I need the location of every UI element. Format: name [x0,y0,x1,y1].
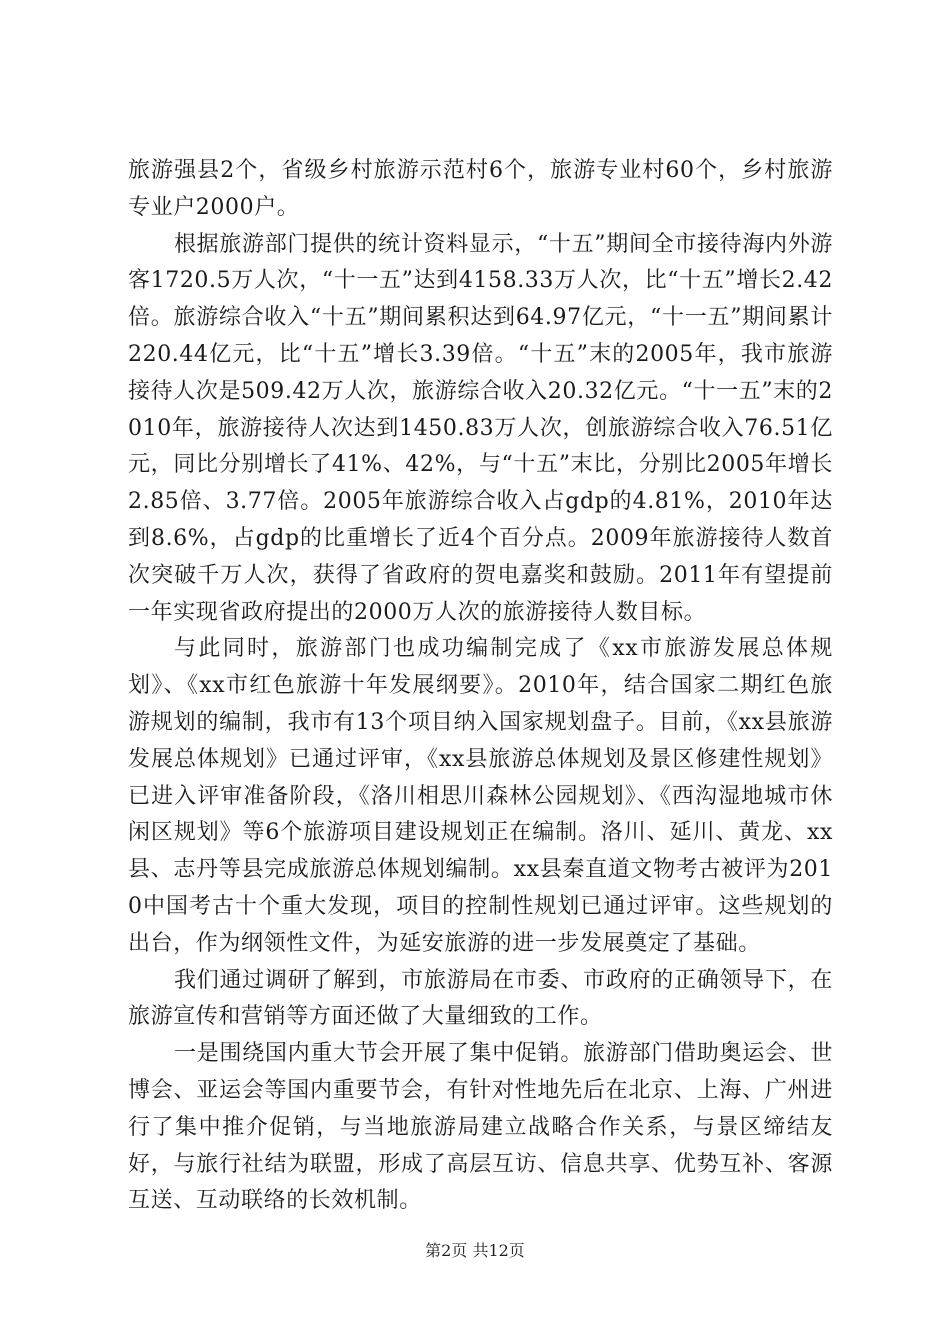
document-body [128,153,833,1220]
page-number-footer: 第2页 共12页 [425,1241,525,1260]
paragraph-2: 根据旅游部门提供的统计资料显示，“十五”期间全市接待海内外游客1720.5万人次，“十一五”达到4158.33万人次，比“十五”增长2.42倍。旅游综合收入“十五”期间累积达到64.97亿元，“十一五”期间累计220.44亿元，比“十五”增长3.39倍。“十五”末的2005年，我市旅游接待人次是509.42万人次，旅游综合收入20.32亿元。“十一五”末的2010年，旅游接待人次达到1450.83万人次，创旅游综合收入76.51亿元，同比分别增长了41%、42%，与“十五”末比，分别比2005年增长2.85倍、3.77倍。2005年旅游综合收入占gdp的4.81%，2010年达到8.6%，占gdp的比重增长了近4个百分点。2009年旅游接待人数首次突破千万人次，获得了省政府的贺电嘉奖和鼓励。2011年有望提前一年实现省政府提出的2000万人次的旅游接待人数目标。 [128,231,833,625]
paragraph-5: 一是围绕国内重大节会开展了集中促销。旅游部门借助奥运会、世博会、亚运会等国内重要节会，有针对性地先后在北京、上海、广州进行了集中推介促销，与当地旅游局建立战略合作关系，与景区缔结友好，与旅行社结为联盟，形成了高层互访、信息共享、优势互补、客源互送、互动联络的长效机制。 [128,1041,833,1214]
paragraph-3: 与此同时，旅游部门也成功编制完成了《xx市旅游发展总体规划》、《xx市红色旅游十年发展纲要》。2010年，结合国家二期红色旅游规划的编制，我市有13个项目纳入国家规划盘子。目前，《xx县旅游发展总体规划》已通过评审，《xx县旅游总体规划及景区修建性规划》已进入评审准备阶段，《洛川相思川森林公园规划》、《西沟湿地城市休闲区规划》等6个旅游项目建设规划正在编制。洛川、延川、黄龙、xx县、志丹等县完成旅游总体规划编制。xx县秦直道文物考古被评为2010中国考古十个重大发现，项目的控制性规划已通过评审。这些规划的出台，作为纲领性文件，为延安旅游的进一步发展奠定了基础。 [128,636,833,956]
paragraph-1: 旅游强县2个，省级乡村旅游示范村6个，旅游专业村60个，乡村旅游专业户2000户。 [128,158,833,220]
paragraph-4: 我们通过调研了解到，市旅游局在市委、市政府的正确领导下，在旅游宣传和营销等方面还做了大量细致的工作。 [128,967,833,1030]
